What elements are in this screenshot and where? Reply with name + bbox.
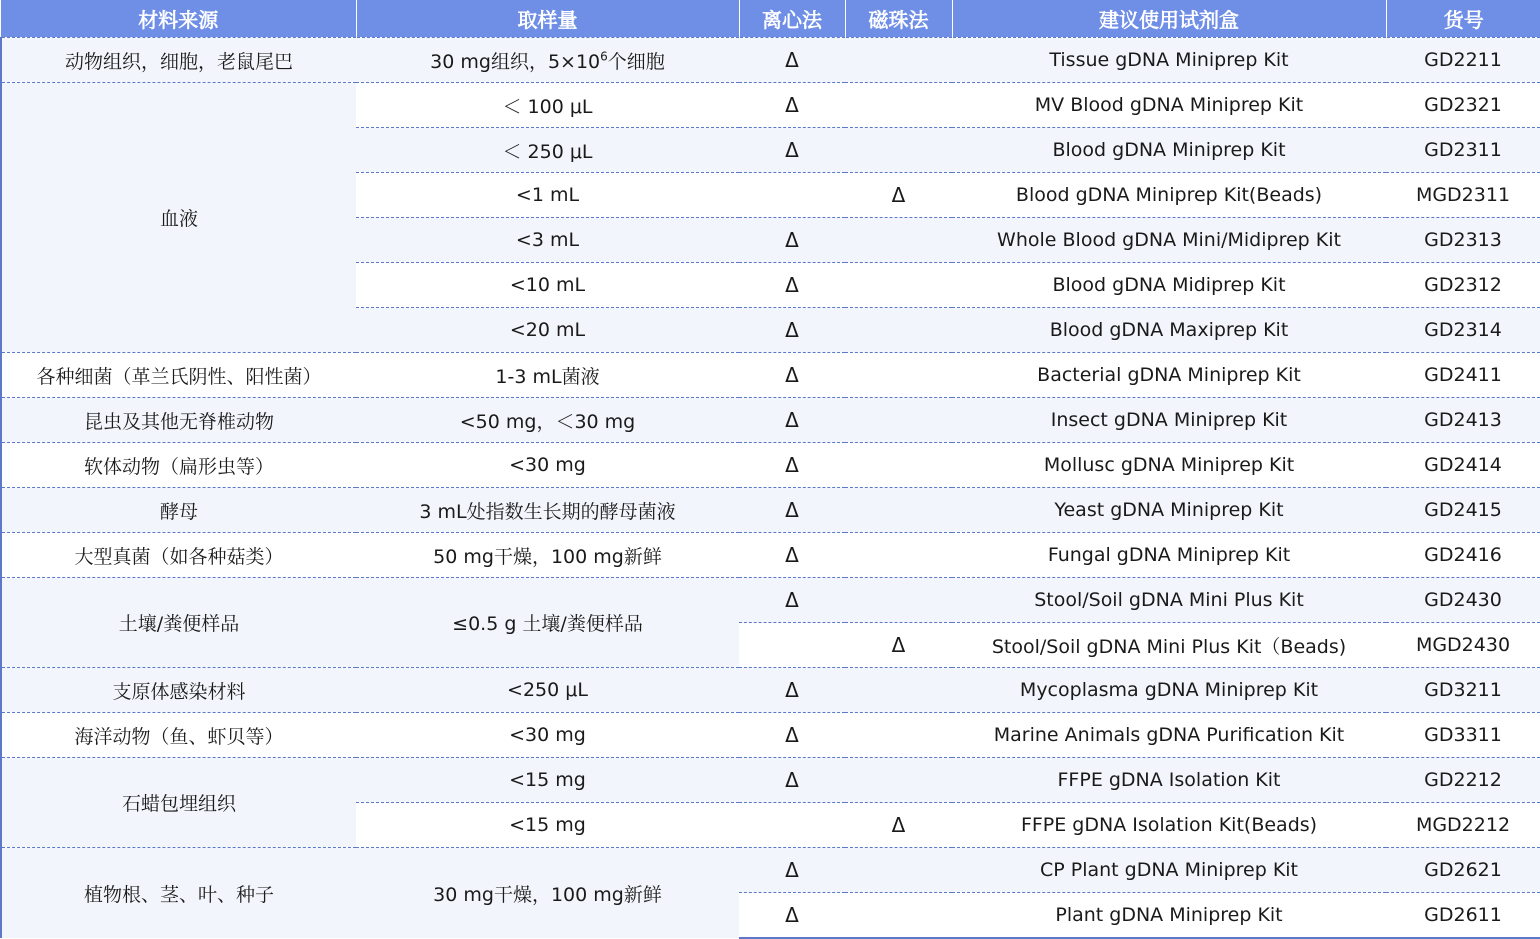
kit-cell: FFPE gDNA Isolation Kit bbox=[952, 758, 1386, 803]
source-cell: 昆虫及其他无脊椎动物 bbox=[1, 398, 356, 443]
source-cell: 土壤/粪便样品 bbox=[1, 578, 356, 668]
kit-cell: Stool/Soil gDNA Mini Plus Kit bbox=[952, 578, 1386, 623]
catalog-cell: GD2414 bbox=[1386, 443, 1540, 488]
kit-cell: Plant gDNA Miniprep Kit bbox=[952, 893, 1386, 939]
catalog-cell: GD2611 bbox=[1386, 893, 1540, 939]
kit-cell: FFPE gDNA Isolation Kit(Beads) bbox=[952, 803, 1386, 848]
kit-cell: Blood gDNA Maxiprep Kit bbox=[952, 308, 1386, 353]
centrifuge-cell: Δ bbox=[739, 308, 845, 353]
amount-cell bbox=[356, 38, 739, 83]
kit-cell: Blood gDNA Miniprep Kit bbox=[952, 128, 1386, 173]
amount-cell: <15 mg bbox=[356, 758, 739, 803]
amount-cell: 30 mg干燥，100 mg新鲜 bbox=[356, 848, 739, 939]
header-kit: 建议使用试剂盒 bbox=[952, 0, 1386, 38]
amount-cell: <15 mg bbox=[356, 803, 739, 848]
amount-cell: <30 mg bbox=[356, 443, 739, 488]
catalog-cell: GD2314 bbox=[1386, 308, 1540, 353]
kit-cell: Yeast gDNA Miniprep Kit bbox=[952, 488, 1386, 533]
amount-superscript: 6 bbox=[600, 49, 608, 64]
beads-cell bbox=[845, 443, 952, 488]
beads-cell bbox=[845, 263, 952, 308]
beads-cell bbox=[845, 893, 952, 939]
header-row bbox=[1, 0, 1540, 38]
table-row bbox=[1, 398, 1540, 443]
amount-cell: <30 mg bbox=[356, 713, 739, 758]
amount-cell: ≤0.5 g 土壤/粪便样品 bbox=[356, 578, 739, 668]
centrifuge-cell: Δ bbox=[739, 578, 845, 623]
centrifuge-cell: Δ bbox=[739, 38, 845, 83]
catalog-cell: GD2321 bbox=[1386, 83, 1540, 128]
table-row bbox=[1, 443, 1540, 488]
amount-cell: ＜ 100 μL bbox=[356, 83, 739, 128]
centrifuge-cell: Δ bbox=[739, 353, 845, 398]
centrifuge-cell: Δ bbox=[739, 128, 845, 173]
source-cell: 支原体感染材料 bbox=[1, 668, 356, 713]
amount-cell: 50 mg干燥，100 mg新鲜 bbox=[356, 533, 739, 578]
table-row bbox=[1, 83, 1540, 128]
beads-cell bbox=[845, 713, 952, 758]
table-row bbox=[1, 578, 1540, 623]
kit-cell: Marine Animals gDNA Purification Kit bbox=[952, 713, 1386, 758]
beads-cell bbox=[845, 398, 952, 443]
catalog-cell: GD2621 bbox=[1386, 848, 1540, 893]
centrifuge-cell: Δ bbox=[739, 533, 845, 578]
table-row bbox=[1, 713, 1540, 758]
header-centrifuge: 离心法 bbox=[739, 0, 845, 38]
beads-cell bbox=[845, 308, 952, 353]
beads-cell bbox=[845, 668, 952, 713]
amount-cell: <3 mL bbox=[356, 218, 739, 263]
centrifuge-cell: Δ bbox=[739, 263, 845, 308]
catalog-cell: GD2313 bbox=[1386, 218, 1540, 263]
header-beads: 磁珠法 bbox=[845, 0, 952, 38]
table-row bbox=[1, 38, 1540, 83]
catalog-cell: GD2415 bbox=[1386, 488, 1540, 533]
source-cell: 石蜡包埋组织 bbox=[1, 758, 356, 848]
amount-text: 30 mg组织，5×10 bbox=[430, 50, 601, 73]
centrifuge-cell: Δ bbox=[739, 488, 845, 533]
centrifuge-cell: Δ bbox=[739, 713, 845, 758]
centrifuge-cell: Δ bbox=[739, 668, 845, 713]
centrifuge-cell bbox=[739, 623, 845, 668]
source-cell: 血液 bbox=[1, 83, 356, 353]
centrifuge-cell: Δ bbox=[739, 758, 845, 803]
kit-cell: Mollusc gDNA Miniprep Kit bbox=[952, 443, 1386, 488]
kit-cell: Stool/Soil gDNA Mini Plus Kit（Beads) bbox=[952, 623, 1386, 668]
amount-cell: ＜ 250 μL bbox=[356, 128, 739, 173]
catalog-cell: MGD2430 bbox=[1386, 623, 1540, 668]
kit-cell: Fungal gDNA Miniprep Kit bbox=[952, 533, 1386, 578]
centrifuge-cell: Δ bbox=[739, 848, 845, 893]
kit-cell: Bacterial gDNA Miniprep Kit bbox=[952, 353, 1386, 398]
beads-cell bbox=[845, 83, 952, 128]
catalog-cell: MGD2212 bbox=[1386, 803, 1540, 848]
amount-cell: 1-3 mL菌液 bbox=[356, 353, 739, 398]
beads-cell: Δ bbox=[845, 803, 952, 848]
source-cell: 动物组织，细胞，老鼠尾巴 bbox=[1, 38, 356, 83]
kit-cell: Blood gDNA Midiprep Kit bbox=[952, 263, 1386, 308]
beads-cell: Δ bbox=[845, 173, 952, 218]
header-source: 材料来源 bbox=[1, 0, 356, 38]
amount-cell: <50 mg，＜30 mg bbox=[356, 398, 739, 443]
centrifuge-cell: Δ bbox=[739, 83, 845, 128]
header-amount: 取样量 bbox=[356, 0, 739, 38]
amount-cell: <20 mL bbox=[356, 308, 739, 353]
kit-cell: Blood gDNA Miniprep Kit(Beads) bbox=[952, 173, 1386, 218]
amount-suffix: 个细胞 bbox=[607, 50, 665, 73]
beads-cell bbox=[845, 218, 952, 263]
kit-cell: CP Plant gDNA Miniprep Kit bbox=[952, 848, 1386, 893]
kit-cell: Whole Blood gDNA Mini/Midiprep Kit bbox=[952, 218, 1386, 263]
beads-cell bbox=[845, 353, 952, 398]
centrifuge-cell bbox=[739, 173, 845, 218]
source-cell: 酵母 bbox=[1, 488, 356, 533]
amount-cell: <10 mL bbox=[356, 263, 739, 308]
beads-cell: Δ bbox=[845, 623, 952, 668]
catalog-cell: GD3211 bbox=[1386, 668, 1540, 713]
catalog-cell: GD2212 bbox=[1386, 758, 1540, 803]
beads-cell bbox=[845, 488, 952, 533]
catalog-cell: GD2413 bbox=[1386, 398, 1540, 443]
amount-cell: 3 mL处指数生长期的酵母菌液 bbox=[356, 488, 739, 533]
kit-cell: Mycoplasma gDNA Miniprep Kit bbox=[952, 668, 1386, 713]
amount-cell: <250 μL bbox=[356, 668, 739, 713]
catalog-cell: GD2411 bbox=[1386, 353, 1540, 398]
source-cell: 软体动物（扁形虫等） bbox=[1, 443, 356, 488]
catalog-cell: GD3311 bbox=[1386, 713, 1540, 758]
kit-cell: MV Blood gDNA Miniprep Kit bbox=[952, 83, 1386, 128]
centrifuge-cell: Δ bbox=[739, 893, 845, 939]
beads-cell bbox=[845, 578, 952, 623]
source-cell: 植物根、茎、叶、种子 bbox=[1, 848, 356, 939]
beads-cell bbox=[845, 848, 952, 893]
table-row bbox=[1, 758, 1540, 803]
kit-cell: Tissue gDNA Miniprep Kit bbox=[952, 38, 1386, 83]
source-cell: 大型真菌（如各种菇类） bbox=[1, 533, 356, 578]
kit-cell: Insect gDNA Miniprep Kit bbox=[952, 398, 1386, 443]
centrifuge-cell: Δ bbox=[739, 398, 845, 443]
beads-cell bbox=[845, 533, 952, 578]
table-row bbox=[1, 488, 1540, 533]
centrifuge-cell bbox=[739, 803, 845, 848]
beads-cell bbox=[845, 38, 952, 83]
amount-cell: <1 mL bbox=[356, 173, 739, 218]
table-row bbox=[1, 353, 1540, 398]
source-cell: 各种细菌（革兰氏阴性、阳性菌） bbox=[1, 353, 356, 398]
header-catalog: 货号 bbox=[1386, 0, 1540, 38]
catalog-cell: GD2211 bbox=[1386, 38, 1540, 83]
beads-cell bbox=[845, 128, 952, 173]
catalog-cell: GD2416 bbox=[1386, 533, 1540, 578]
catalog-cell: GD2311 bbox=[1386, 128, 1540, 173]
centrifuge-cell: Δ bbox=[739, 218, 845, 263]
centrifuge-cell: Δ bbox=[739, 443, 845, 488]
beads-cell bbox=[845, 758, 952, 803]
catalog-cell: GD2430 bbox=[1386, 578, 1540, 623]
source-cell: 海洋动物（鱼、虾贝等） bbox=[1, 713, 356, 758]
table-row bbox=[1, 668, 1540, 713]
catalog-cell: MGD2311 bbox=[1386, 173, 1540, 218]
table-row bbox=[1, 848, 1540, 893]
catalog-cell: GD2312 bbox=[1386, 263, 1540, 308]
table-row bbox=[1, 533, 1540, 578]
